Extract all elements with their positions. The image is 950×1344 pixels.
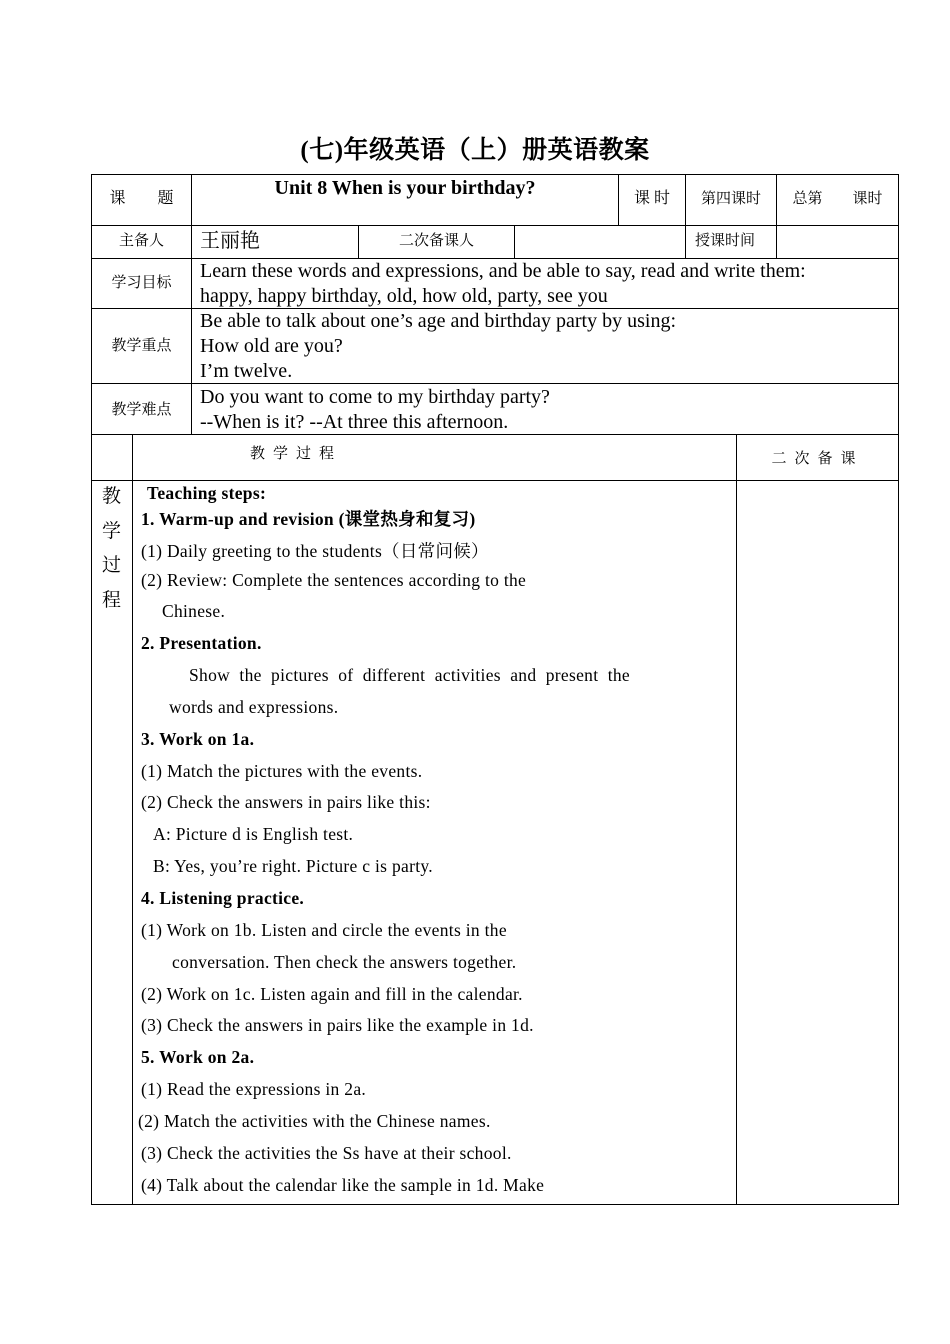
steps-title: Teaching steps:: [147, 483, 267, 503]
key-points-label: 教学重点: [111, 338, 172, 354]
key-points-line: I’m twelve.: [200, 360, 293, 382]
step-line: (1) Read the expressions in 2a.: [141, 1079, 367, 1099]
period-label: 课 时: [633, 190, 670, 207]
step-line: Show the pictures of different activities and present the: [189, 665, 631, 685]
process-header: 教学过程: [250, 446, 343, 462]
step-line: B: Yes, you’re right. Picture c is party.: [153, 856, 433, 876]
key-points-line: How old are you?: [200, 335, 343, 357]
preparer-label: 主备人: [118, 233, 164, 249]
period-value: 第四课时: [700, 191, 761, 207]
difficulties-text: [200, 385, 896, 435]
rule: [91, 1204, 899, 1205]
step-heading: 3. Work on 1a.: [141, 729, 255, 749]
rule: [685, 174, 686, 258]
step-line: (2) Match the activities with the Chinese names.: [138, 1111, 491, 1131]
step-line: conversation. Then check the answers together.: [172, 952, 517, 972]
step-line: Chinese.: [162, 601, 226, 621]
rule: [514, 225, 515, 258]
rule: [132, 434, 133, 1205]
rule: [776, 174, 777, 258]
process-side-label: [91, 480, 132, 618]
side-char: 过: [101, 555, 121, 576]
difficulties-line: Do you want to come to my birthday party?: [200, 386, 550, 408]
step-line: (1) Daily greeting to the students（日常问候）: [141, 541, 489, 561]
step-heading: 2. Presentation.: [141, 633, 262, 653]
step-heading: 1. Warm-up and revision (课堂热身和复习): [141, 509, 476, 529]
difficulties-line: --When is it? --At three this afternoon.: [200, 411, 509, 433]
side-char: 程: [101, 589, 121, 611]
step-line: (2) Check the answers in pairs like this:: [141, 792, 431, 812]
step-line: words and expressions.: [169, 697, 339, 717]
step-line: (2) Review: Complete the sentences according to the: [141, 570, 527, 590]
objectives-line: Learn these words and expressions, and be able to say, read and write them:: [200, 260, 806, 282]
objectives-label: 学习目标: [111, 275, 172, 291]
secondary-preparer-label: 二次备课人: [398, 233, 474, 249]
rule: [91, 174, 899, 175]
rule: [191, 174, 192, 434]
teaching-time-label: 授课时间: [695, 233, 756, 249]
total-periods-label: 总第 课时: [792, 191, 883, 207]
side-char: 学: [101, 520, 121, 542]
key-points-text: [200, 309, 896, 384]
objectives-line: happy, happy birthday, old, how old, party, see you: [200, 285, 608, 307]
topic-label: 课 题: [109, 190, 174, 207]
rule: [736, 434, 737, 1205]
step-line: (1) Work on 1b. Listen and circle the events in the: [141, 920, 507, 940]
step-line: (3) Check the activities the Ss have at their school.: [141, 1143, 512, 1163]
key-points-line: Be able to talk about one’s age and birthday party by using:: [200, 310, 676, 332]
step-heading: 5. Work on 2a.: [141, 1047, 255, 1067]
topic-value: Unit 8 When is your birthday?: [274, 177, 536, 199]
page-title: (七)年级英语（上）册英语教案: [300, 137, 650, 164]
step-line: A: Picture d is English test.: [153, 824, 354, 844]
step-line: (3) Check the answers in pairs like the example in 1d.: [141, 1015, 534, 1035]
preparer-value: 王丽艳: [200, 230, 260, 252]
step-line: (2) Work on 1c. Listen again and fill in the calendar.: [141, 984, 523, 1004]
rule: [91, 225, 899, 226]
step-line: (4) Talk about the calendar like the sample in 1d. Make: [141, 1175, 545, 1195]
rule: [91, 480, 899, 481]
step-heading: 4. Listening practice.: [141, 888, 305, 908]
rule: [91, 174, 92, 1205]
secondary-prep-header: 二次备课: [771, 451, 864, 467]
side-char: 教: [101, 486, 121, 507]
rule: [898, 174, 899, 1205]
difficulties-label: 教学难点: [111, 402, 172, 418]
step-line: (1) Match the pictures with the events.: [141, 761, 423, 781]
objectives-text: [200, 259, 896, 309]
